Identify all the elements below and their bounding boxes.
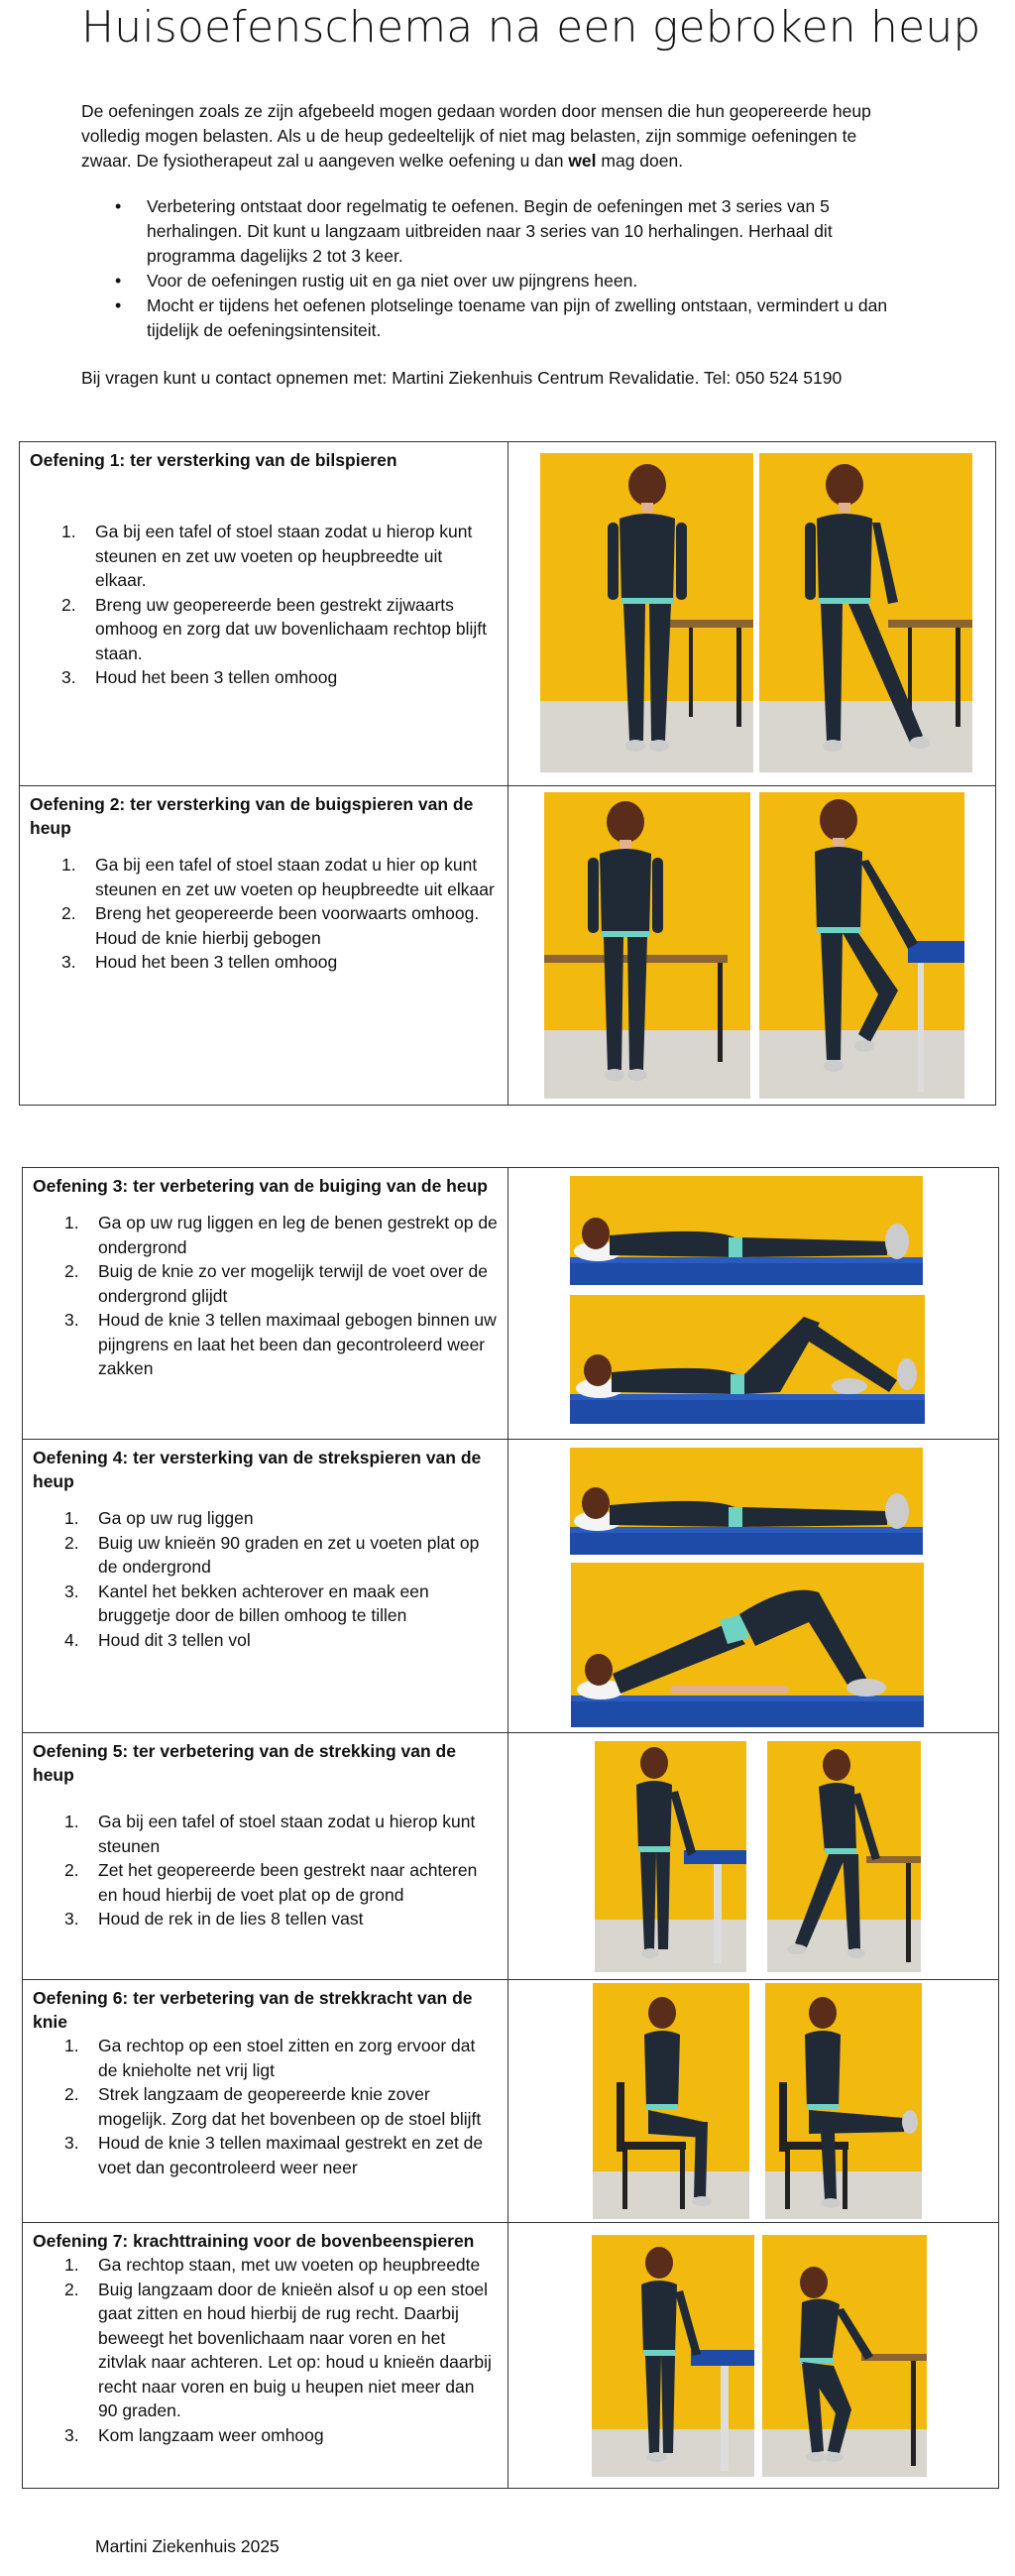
exercise-photo bbox=[570, 1176, 923, 1285]
step bbox=[30, 901, 498, 950]
exercise-photo bbox=[570, 1295, 925, 1424]
step-number: 1. bbox=[64, 2255, 79, 2275]
exercise-title: Oefening 4: ter versterking van de strekspieren van de heup bbox=[33, 1448, 482, 1491]
exercise-photo bbox=[592, 2235, 754, 2477]
intro-text: De oefeningen zoals ze zijn afgebeeld mogen gedaan worden door mensen die hun geopereerde heup volledig mogen belasten. Als u de heup gedeeltelijk of niet mag belasten, zijn sommige oefeningen te zwaar. De fysiotherapeut zal u aangeven welke oefening u dan bbox=[81, 101, 871, 171]
step-number: 3. bbox=[61, 667, 76, 687]
step-number: 2. bbox=[61, 594, 76, 615]
exercise-row-2 bbox=[20, 785, 995, 1105]
step bbox=[30, 853, 498, 901]
step bbox=[33, 1628, 498, 1653]
step bbox=[33, 1531, 498, 1580]
step bbox=[33, 1907, 498, 1932]
step bbox=[33, 2278, 498, 2423]
exercise-text bbox=[23, 1980, 508, 2222]
exercise-photo bbox=[767, 1741, 921, 1972]
exercise-photos bbox=[508, 2223, 998, 2488]
exercise-row-1 bbox=[20, 442, 995, 785]
exercise-text bbox=[23, 1168, 508, 1439]
exercise-photo bbox=[540, 453, 753, 772]
exercise-steps bbox=[33, 1810, 498, 1932]
exercise-text bbox=[23, 1733, 508, 1979]
step-number: 3. bbox=[64, 2133, 79, 2153]
exercise-photo bbox=[571, 1563, 924, 1727]
step-number: 2. bbox=[64, 1860, 79, 1880]
step bbox=[33, 1211, 498, 1259]
exercise-photos bbox=[508, 786, 995, 1105]
exercise-photos bbox=[508, 1168, 998, 1439]
step-number: 1. bbox=[61, 855, 76, 875]
step-number: 1. bbox=[64, 1508, 79, 1528]
exercise-photo bbox=[759, 453, 972, 772]
step bbox=[33, 1858, 498, 1907]
step bbox=[33, 1810, 498, 1858]
exercise-text bbox=[20, 442, 508, 785]
step-text: Buig uw knieën 90 graden en zet u voeten plat op de ondergrond bbox=[98, 1532, 480, 1577]
exercise-photo bbox=[765, 1983, 922, 2219]
step-number: 2. bbox=[64, 1261, 79, 1281]
exercise-text bbox=[20, 786, 508, 1105]
contact-line: Bij vragen kunt u contact opnemen met: Martini Ziekenhuis Centrum Revalidatie. Tel: 050 524 5190 bbox=[81, 368, 843, 388]
step bbox=[33, 2082, 498, 2131]
footer-text: Martini Ziekenhuis 2025 bbox=[95, 2536, 280, 2556]
step bbox=[30, 950, 498, 975]
step bbox=[33, 2253, 498, 2278]
exercise-row-6 bbox=[23, 1979, 998, 2222]
step bbox=[30, 520, 498, 593]
exercise-row-4 bbox=[23, 1439, 998, 1732]
step-number: 4. bbox=[64, 1629, 79, 1650]
step-text: Strek langzaam de geopereerde knie zover mogelijk. Zorg dat het bovenbeen op de stoel blijft bbox=[98, 2084, 482, 2129]
step bbox=[33, 2034, 498, 2082]
exercise-steps bbox=[33, 2034, 498, 2179]
step-text: Ga rechtop op een stoel zitten en zorg ervoor dat de knieholte net vrij ligt bbox=[98, 2036, 476, 2080]
exercise-steps bbox=[33, 2253, 498, 2447]
step-text: Zet het geopereerde been gestrekt naar achteren en houd hierbij de voet plat op de grond bbox=[98, 1860, 478, 1905]
exercise-row-3 bbox=[23, 1168, 998, 1439]
step-number: 3. bbox=[64, 1310, 79, 1330]
step bbox=[30, 665, 498, 690]
step bbox=[33, 2131, 498, 2179]
exercise-photos bbox=[508, 1733, 998, 1979]
step bbox=[33, 1308, 498, 1381]
step-text: Ga bij een tafel of stoel staan zodat u hierop kunt steunen bbox=[98, 1812, 476, 1856]
exercise-photo bbox=[759, 792, 964, 1099]
step-text: Ga rechtop staan, met uw voeten op heupbreedte bbox=[98, 2255, 481, 2275]
instruction-item: • Verbetering ontstaat door regelmatig te oefenen. Begin de oefeningen met 3 series van 5 herhalingen. Dit kunt u langzaam uitbreiden naar 3 series van 10 herhalingen. Herhaal dit programma dagelijks 2 tot 3 keer. bbox=[115, 194, 918, 269]
exercise-steps bbox=[33, 1211, 498, 1381]
step-number: 3. bbox=[64, 1581, 79, 1601]
step-text: Houd het been 3 tellen omhoog bbox=[95, 667, 338, 687]
step bbox=[30, 593, 498, 666]
exercise-photos bbox=[508, 1980, 998, 2222]
step-number: 2. bbox=[64, 1532, 79, 1553]
step-text: Houd het been 3 tellen omhoog bbox=[95, 952, 338, 972]
exercise-text bbox=[23, 2223, 508, 2488]
step-number: 1. bbox=[64, 2036, 79, 2055]
step-text: Houd de knie 3 tellen maximaal gestrekt en zet de voet dan gecontroleerd weer neer bbox=[98, 2133, 484, 2177]
exercise-photo bbox=[570, 1448, 923, 1555]
exercise-title: Oefening 5: ter verbetering van de strekking van de heup bbox=[33, 1741, 456, 1785]
step-number: 1. bbox=[64, 1213, 79, 1232]
step-number: 3. bbox=[64, 2424, 79, 2445]
step-text: Ga bij een tafel of stoel staan zodat u hier op kunt steunen en zet uw voeten op heupbreedte uit elkaar bbox=[95, 855, 495, 899]
intro-paragraph bbox=[81, 99, 904, 174]
step-text: Breng het geopereerde been voorwaarts omhoog. Houd de knie hierbij gebogen bbox=[95, 903, 480, 948]
exercise-steps bbox=[30, 853, 498, 975]
exercise-table-2 bbox=[22, 1167, 999, 2489]
step-number: 1. bbox=[64, 1812, 79, 1831]
exercise-row-5 bbox=[23, 1732, 998, 1979]
step-text: Kom langzaam weer omhoog bbox=[98, 2424, 324, 2445]
instruction-item: • Mocht er tijdens het oefenen plotselinge toename van pijn of zwelling ontstaan, vermindert u dan tijdelijk de oefeningsintensiteit. bbox=[115, 293, 918, 343]
exercise-steps bbox=[30, 520, 498, 690]
step-number: 1. bbox=[61, 522, 76, 541]
step-text: Buig de knie zo ver mogelijk terwijl de voet over de ondergrond glijdt bbox=[98, 1261, 488, 1306]
exercise-title: Oefening 3: ter verbetering van de buiging van de heup bbox=[33, 1176, 488, 1196]
step-text: Ga bij een tafel of stoel staan zodat u hierop kunt steunen en zet uw voeten op heupbreedte uit elkaar. bbox=[95, 522, 473, 590]
exercise-steps bbox=[33, 1506, 498, 1652]
step-text: Ga op uw rug liggen en leg de benen gestrekt op de ondergrond bbox=[98, 1213, 498, 1257]
step bbox=[33, 1580, 498, 1628]
exercise-title: Oefening 6: ter verbetering van de strekkracht van de knie bbox=[33, 1988, 473, 2032]
step-text: Buig langzaam door de knieën alsof u op een stoel gaat zitten en houd hierbij de rug recht. Daarbij beweegt het bovenlichaam naar voren en het zitvlak naar achteren. Let op: houd u knieën daarbij recht naar voren en buig u heupen niet meer dan 90 graden. bbox=[98, 2279, 492, 2420]
step bbox=[33, 1506, 498, 1531]
step-number: 3. bbox=[64, 1909, 79, 1929]
exercise-photo bbox=[593, 1983, 749, 2219]
exercise-title: Oefening 1: ter versterking van de bilspieren bbox=[30, 450, 397, 470]
exercise-photo bbox=[544, 792, 750, 1099]
step-text: Ga op uw rug liggen bbox=[98, 1508, 254, 1528]
step-number: 3. bbox=[61, 952, 76, 972]
step-number: 2. bbox=[61, 903, 76, 923]
step-text: Houd dit 3 tellen vol bbox=[98, 1629, 251, 1650]
step-number: 2. bbox=[64, 2084, 79, 2104]
step-number: 2. bbox=[64, 2279, 79, 2299]
instruction-list bbox=[115, 194, 918, 343]
intro-bold: wel bbox=[568, 151, 597, 171]
exercise-title: Oefening 2: ter versterking van de buigspieren van de heup bbox=[30, 794, 474, 838]
exercise-row-7 bbox=[23, 2222, 998, 2488]
instruction-item: • Voor de oefeningen rustig uit en ga niet over uw pijngrens heen. bbox=[115, 269, 918, 293]
exercise-text bbox=[23, 1440, 508, 1732]
exercise-photo bbox=[762, 2235, 927, 2477]
exercise-title: Oefening 7: krachttraining voor de bovenbeenspieren bbox=[33, 2231, 475, 2251]
step-text: Breng uw geopereerde been gestrekt zijwaarts omhoog en zorg dat uw bovenlichaam rechtop blijft staan. bbox=[95, 594, 487, 663]
page-title: Huisoefenschema na een gebroken heup bbox=[81, 2, 981, 53]
step-text: Kantel het bekken achterover en maak een bruggetje door de billen omhoog te tillen bbox=[98, 1581, 429, 1625]
step-text: Houd de knie 3 tellen maximaal gebogen binnen uw pijngrens en laat het been dan gecontroleerd weer zakken bbox=[98, 1310, 497, 1378]
step bbox=[33, 1259, 498, 1308]
exercise-photos bbox=[508, 1440, 998, 1732]
intro-text-end: mag doen. bbox=[596, 151, 684, 171]
step-text: Houd de rek in de lies 8 tellen vast bbox=[98, 1909, 364, 1929]
exercise-photo bbox=[595, 1741, 746, 1972]
exercise-table-1 bbox=[19, 441, 996, 1106]
step bbox=[33, 2423, 498, 2448]
exercise-photos bbox=[508, 442, 995, 785]
